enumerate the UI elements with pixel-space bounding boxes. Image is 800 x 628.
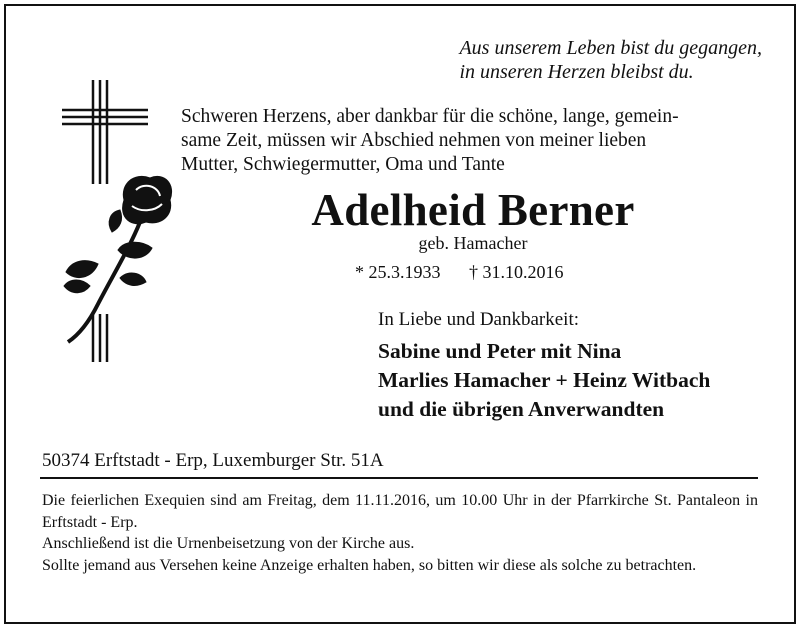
life-dates — [355, 262, 564, 282]
birth-name: geb. Hamacher — [418, 233, 528, 253]
intro-text — [181, 105, 757, 177]
motto-line: in unseren Herzen bleibst du. — [459, 61, 694, 83]
intro-line: Mutter, Schwiegermutter, Oma und Tante — [181, 154, 505, 175]
urn-burial-text: Anschließend ist die Urnenbeisetzung von der Kirche aus. — [42, 535, 415, 552]
birth-date: * 25.3.1933 — [355, 262, 441, 282]
family-address: 50374 Erftstadt - Erp, Luxemburger Str. 51A — [42, 450, 384, 471]
intro-line: same Zeit, müssen wir Abschied nehmen von meiner lieben — [181, 130, 647, 151]
mourner-line: Marlies Hamacher + Heinz Witbach — [378, 368, 711, 392]
deceased-name: Adelheid Berner — [311, 185, 635, 235]
exequies-text: Die feierlichen Exequien sind am Freitag, dem 11.11.2016, um 10.00 Uhr in der Pfarrkirche St. Pantaleon in Erftstadt - Erp. — [42, 492, 758, 531]
service-info — [42, 490, 758, 576]
motto-line: Aus unserem Leben bist du gegangen, — [459, 37, 762, 59]
rose-icon — [64, 176, 172, 342]
mourners-list — [378, 337, 710, 424]
divider — [40, 477, 758, 479]
mourner-line: und die übrigen Anverwandten — [378, 397, 665, 421]
thanks-line: In Liebe und Dankbarkeit: — [378, 309, 580, 330]
notice-note-text: Sollte jemand aus Versehen keine Anzeige erhalten haben, so bitten wir diese als solche zu betrachten. — [42, 556, 697, 574]
death-date: † 31.10.2016 — [469, 262, 564, 282]
motto — [459, 36, 762, 84]
mourner-line: Sabine und Peter mit Nina — [378, 339, 622, 363]
intro-line: Schweren Herzens, aber dankbar für die schöne, lange, gemein- — [181, 106, 679, 127]
cross-rose-illustration — [60, 72, 180, 362]
